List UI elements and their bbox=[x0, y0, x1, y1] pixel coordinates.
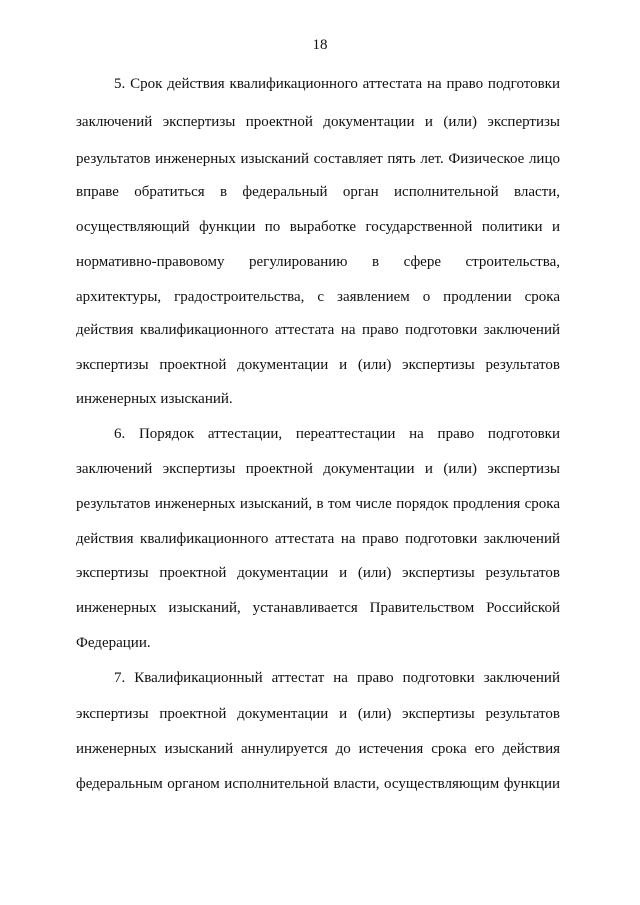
paragraph-5-line-5: осуществляющий функции по выработке государственной политики и bbox=[76, 219, 560, 235]
paragraph-7-line-4: федеральным органом исполнительной власти, осуществляющим функции bbox=[76, 776, 560, 792]
paragraph-6-line-2: заключений экспертизы проектной документации и (или) экспертизы bbox=[76, 461, 560, 477]
paragraph-6-line-5: экспертизы проектной документации и (или) экспертизы результатов bbox=[76, 565, 560, 581]
paragraph-5-line-4: вправе обратиться в федеральный орган исполнительной власти, bbox=[76, 184, 560, 200]
paragraph-7-line-1: 7. Квалификационный аттестат на право подготовки заключений bbox=[114, 670, 560, 686]
paragraph-6-line-4: действия квалификационного аттестата на право подготовки заключений bbox=[76, 531, 560, 547]
paragraph-6-line-1: 6. Порядок аттестации, переаттестации на право подготовки bbox=[114, 426, 560, 442]
paragraph-5-line-1: 5. Срок действия квалификационного аттестата на право подготовки bbox=[114, 76, 560, 92]
paragraph-5-line-8: действия квалификационного аттестата на право подготовки заключений bbox=[76, 322, 560, 338]
paragraph-5-line-3: результатов инженерных изысканий составляет пять лет. Физическое лицо bbox=[76, 151, 560, 167]
paragraph-7-line-3: инженерных изысканий аннулируется до истечения срока его действия bbox=[76, 741, 560, 757]
paragraph-6-line-3: результатов инженерных изысканий, в том числе порядок продления срока bbox=[76, 496, 560, 512]
paragraph-5-line-9: экспертизы проектной документации и (или) экспертизы результатов bbox=[76, 357, 560, 373]
paragraph-5-line-7: архитектуры, градостроительства, с заявлением о продлении срока bbox=[76, 289, 560, 305]
paragraph-6-line-7: Федерации. bbox=[76, 635, 151, 651]
paragraph-6-line-6: инженерных изысканий, устанавливается Правительством Российской bbox=[76, 600, 560, 616]
paragraph-5-line-10: инженерных изысканий. bbox=[76, 391, 233, 407]
paragraph-5-line-6: нормативно-правовому регулированию в сфере строительства, bbox=[76, 254, 560, 270]
paragraph-7-line-2: экспертизы проектной документации и (или) экспертизы результатов bbox=[76, 706, 560, 722]
page-number: 18 bbox=[312, 37, 328, 53]
paragraph-5-line-2: заключений экспертизы проектной документации и (или) экспертизы bbox=[76, 114, 560, 130]
